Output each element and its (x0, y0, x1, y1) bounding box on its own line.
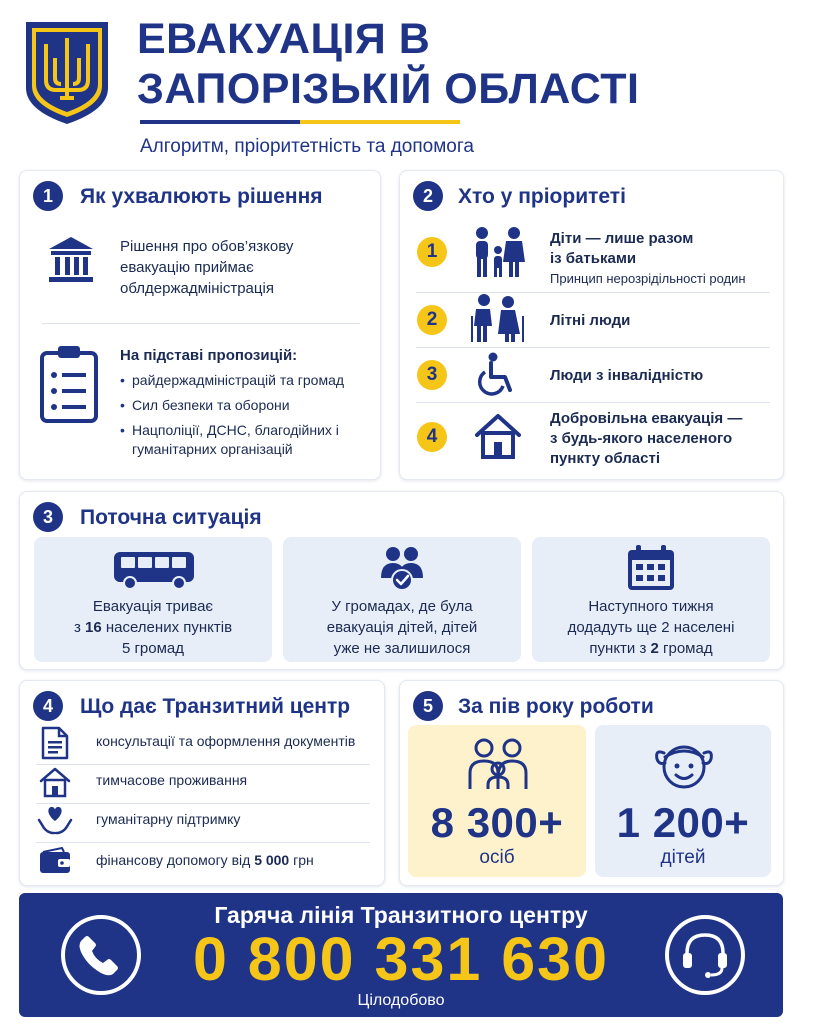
people-check-icon (283, 544, 521, 592)
section-number: 2 (413, 181, 443, 211)
priority-text: Добровільна евакуація — з будь-якого населеного пункту області (550, 410, 743, 467)
stat-people-value: 8 300+ (430, 799, 564, 846)
service-text: тимчасове проживання (96, 772, 248, 788)
title-line-1: ЕВАКУАЦІЯ В (137, 15, 431, 63)
communities-count: 2 (650, 640, 659, 657)
house-icon (38, 766, 72, 798)
section-title: За пів року роботи (458, 695, 654, 718)
priority-text (550, 229, 770, 289)
situation-box-3 (532, 537, 770, 662)
list-item: • Сил безпеки та оборони (120, 396, 360, 415)
child-face-icon (651, 737, 717, 795)
elderly-people-icon (470, 294, 526, 344)
hotline-schedule: Цілодобово (357, 992, 445, 1009)
page-title (137, 14, 639, 114)
list-item: • райдержадміністрацій та громад (120, 371, 360, 390)
priority-subtext: Принцип нерозрідільності родин (550, 271, 746, 286)
stat-children-label: дітей (660, 847, 706, 868)
family-icon (470, 226, 526, 280)
bus-icon (34, 544, 272, 592)
proposals-list (120, 371, 360, 465)
section-title: Поточна ситуація (80, 506, 262, 529)
section-number: 1 (33, 181, 63, 211)
section-number: 3 (33, 502, 63, 532)
document-icon (38, 726, 72, 760)
divider (42, 323, 360, 324)
page-subtitle: Алгоритм, пріоритетність та допомога (140, 136, 474, 157)
house-icon (473, 411, 523, 461)
section-priority (399, 170, 784, 480)
stat-people-label: осіб (479, 847, 515, 868)
priority-number: 3 (417, 360, 447, 390)
priority-number: 4 (417, 422, 447, 452)
situation-box-2 (283, 537, 521, 662)
situation-text-2 (283, 596, 521, 659)
line: Наступного тижня (588, 598, 714, 615)
line: 5 громад (121, 640, 185, 657)
service-text: консультації та оформлення документів (96, 733, 356, 749)
priority-number: 1 (417, 237, 447, 267)
header (0, 0, 819, 165)
section-title: Як ухвалюють рішення (80, 185, 323, 208)
priority-text: Люди з інвалідністю (550, 367, 704, 384)
list-item (36, 842, 370, 882)
text-fragment: населених пунктів (101, 619, 233, 636)
service-text: гуманітарну підтримку (96, 811, 241, 827)
text-fragment: фінансову допомогу від (96, 852, 255, 868)
service-text (96, 852, 314, 868)
wheelchair-icon (475, 352, 519, 396)
decision-text: Рішення про обов’язкову евакуацію приймає облдержадміністрація (120, 238, 294, 297)
divider (416, 402, 770, 403)
section-decision (19, 170, 381, 480)
line: евакуація дітей, дітей (326, 619, 478, 636)
list-item (36, 801, 370, 841)
aid-amount: 5 000 (254, 852, 290, 868)
list-item: • Нацполіції, ДСНС, благодійних і гуманітарних організацій (120, 421, 360, 459)
government-building-icon (45, 233, 97, 285)
line: Евакуація триває (92, 598, 214, 615)
stat-people (408, 725, 586, 877)
list-item (36, 762, 370, 802)
priority-label: Діти — лише разом із батьками (550, 230, 694, 267)
calendar-icon (532, 544, 770, 592)
situation-box-1 (34, 537, 272, 662)
priority-number: 2 (417, 305, 447, 335)
situation-text-1 (34, 596, 272, 659)
wallet-icon (38, 847, 72, 875)
stat-children (595, 725, 771, 877)
line: уже не залишилося (333, 640, 471, 657)
title-divider (140, 120, 460, 124)
text-fragment: громад (658, 640, 713, 657)
coat-of-arms-icon (22, 18, 112, 128)
hotline-title: Гаряча лінія Транзитного центру (214, 902, 588, 928)
section-number: 4 (33, 691, 63, 721)
priority-text: Літні люди (550, 312, 631, 329)
section-number: 5 (413, 691, 443, 721)
list-item (36, 723, 370, 763)
line (532, 638, 770, 659)
heart-hands-icon (37, 804, 73, 838)
clipboard-icon (38, 343, 100, 425)
localities-count: 16 (84, 619, 102, 636)
divider (416, 292, 770, 293)
situation-text-3 (532, 596, 770, 659)
title-line-2: ЗАПОРІЗЬКІЙ ОБЛАСТІ (137, 65, 640, 113)
proposals-heading: На підставі пропозицій: (120, 347, 298, 364)
line: У громадах, де була (331, 598, 473, 615)
stat-children-value: 1 200+ (616, 799, 750, 846)
line: додадуть ще 2 населені (567, 619, 735, 636)
text-fragment: пункти з (589, 640, 651, 657)
hotline-banner (19, 893, 783, 1017)
line (34, 617, 272, 638)
text-fragment: грн (289, 852, 314, 868)
people-icon (466, 737, 530, 793)
divider (416, 347, 770, 348)
section-title: Хто у пріоритеті (458, 185, 626, 208)
section-title: Що дає Транзитний центр (80, 695, 351, 718)
hotline-phone-number[interactable]: 0 800 331 630 (192, 925, 610, 993)
text-fragment: з (73, 619, 85, 636)
